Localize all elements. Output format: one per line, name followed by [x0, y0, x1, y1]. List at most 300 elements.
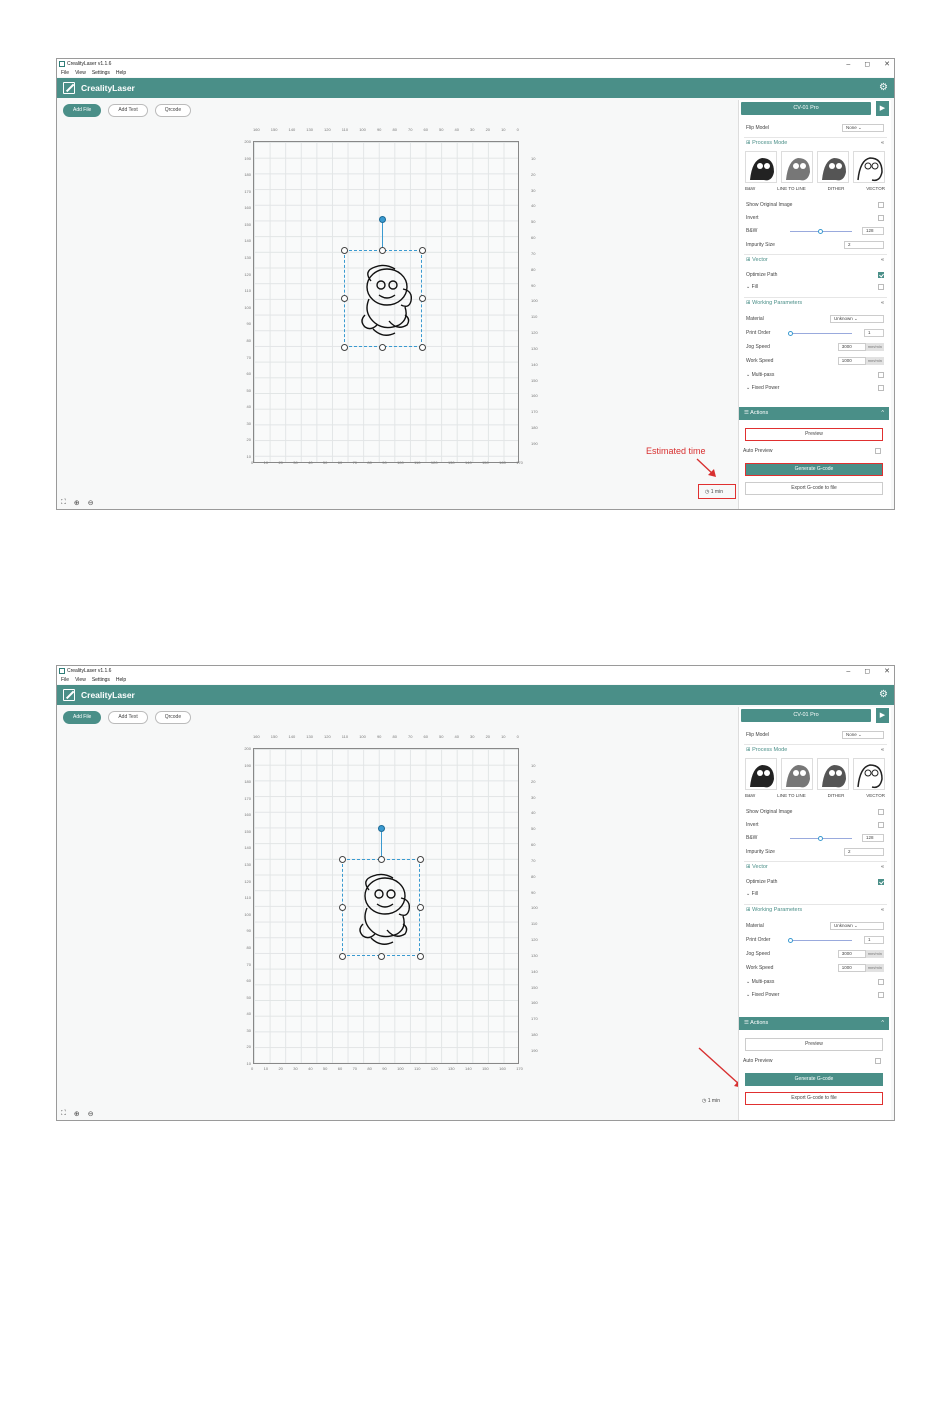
tick-label: 150 — [531, 377, 538, 383]
minimize-icon[interactable]: – — [846, 61, 851, 68]
tick-label: 10 — [246, 1060, 251, 1066]
chevron-down-icon[interactable]: ⌄ — [746, 385, 752, 391]
tick-label: 120 — [324, 734, 331, 739]
optimize-path-checkbox[interactable] — [878, 272, 884, 278]
toolbar — [63, 104, 191, 117]
export-gcode-button[interactable]: Export G-code to file — [745, 1092, 883, 1105]
vector-section[interactable]: ⊞ Vector « — [744, 254, 887, 265]
logo-icon — [63, 689, 75, 701]
tick-label: 50 — [246, 387, 251, 393]
resize-handle[interactable] — [419, 344, 426, 351]
app-header — [57, 78, 894, 98]
qrcode-button[interactable]: Qrcode — [155, 711, 191, 724]
tick-label: 40 — [531, 203, 536, 209]
tick-label: 80 — [367, 1066, 372, 1071]
tick-label: 90 — [531, 282, 536, 288]
preview-button[interactable]: Preview — [745, 428, 883, 441]
multi-pass-row — [746, 370, 884, 380]
menu-help[interactable]: Help — [115, 677, 127, 683]
tick-label: 110 — [244, 288, 251, 294]
estimated-time: ◷ 1 min — [702, 1098, 720, 1104]
process-mode-section[interactable]: ⊞ Process Mode « — [744, 744, 887, 755]
ruler-left — [237, 139, 251, 459]
work-speed-label: Work Speed — [746, 358, 774, 364]
tick-label: 180 — [531, 1032, 538, 1038]
process-mode-section[interactable]: ⊞ Process Mode « — [744, 137, 887, 148]
estimated-time-annotation: Estimated time — [646, 446, 706, 456]
rotation-stem — [381, 832, 382, 859]
tick-label: 160 — [253, 734, 260, 739]
mode-dither-thumb[interactable] — [817, 758, 849, 790]
collapse-icon[interactable]: « — [880, 257, 884, 263]
resize-handle[interactable] — [419, 247, 426, 254]
material-select[interactable]: Unknown ⌄ — [830, 922, 884, 930]
flip-model-select[interactable]: None ⌄ — [842, 124, 884, 132]
mode-label[interactable]: VECTOR — [866, 793, 885, 798]
tick-label: 40 — [308, 1066, 313, 1071]
tick-label: 80 — [392, 127, 397, 132]
tick-label: 140 — [244, 845, 251, 851]
mode-line-thumb[interactable] — [781, 758, 813, 790]
fixed-power-row — [746, 990, 884, 1000]
tick-label: 180 — [531, 425, 538, 431]
section-title: Working Parameters — [752, 907, 803, 913]
impurity-label: Impurity Size — [746, 242, 775, 248]
chevron-down-icon[interactable]: ⌄ — [746, 992, 752, 998]
tick-label: 90 — [531, 889, 536, 895]
screenshot-export-gcode — [56, 665, 895, 1121]
jog-speed-label: Jog Speed — [746, 344, 770, 350]
resize-handle[interactable] — [339, 904, 346, 911]
tick-label: 190 — [531, 1047, 538, 1053]
impurity-input[interactable]: 2 — [844, 848, 884, 856]
flip-model-label: Flip Model — [746, 732, 770, 738]
tick-label: 100 — [531, 298, 538, 304]
tick-label: 0 — [516, 734, 519, 739]
jog-speed-row — [746, 342, 884, 352]
fixed-power-label: Fixed Power — [751, 992, 780, 998]
tick-label: 140 — [244, 238, 251, 244]
estimated-time-highlight — [698, 484, 736, 499]
add-file-button[interactable]: Add File — [63, 711, 101, 724]
work-speed-label: Work Speed — [746, 965, 774, 971]
tick-label: 60 — [246, 978, 251, 984]
monkey-image — [347, 868, 417, 950]
mode-label[interactable]: B&W — [745, 793, 756, 798]
invert-checkbox[interactable] — [878, 215, 884, 221]
jog-speed-input[interactable]: 3000 — [838, 343, 866, 351]
tick-label: 200 — [244, 139, 251, 144]
show-original-row — [746, 807, 884, 817]
mode-bw-thumb[interactable] — [745, 758, 777, 790]
tick-label: 10 — [263, 460, 269, 465]
work-speed-row — [746, 963, 884, 973]
preview-button[interactable]: Preview — [745, 1038, 883, 1051]
tick-label: 80 — [246, 944, 251, 950]
play-icon[interactable]: ▶ — [876, 101, 889, 116]
collapse-icon[interactable]: ^ — [881, 410, 884, 416]
minimize-icon[interactable]: – — [846, 668, 851, 675]
tick-label: 30 — [293, 1066, 298, 1071]
fixed-power-row — [746, 383, 884, 393]
bw-label: B&W — [746, 835, 758, 841]
settings-panel — [738, 707, 891, 1121]
collapse-icon[interactable]: « — [880, 864, 884, 870]
tick-label: 120 — [531, 937, 538, 943]
material-row — [746, 314, 884, 324]
resize-handle[interactable] — [417, 856, 424, 863]
resize-handle[interactable] — [417, 953, 424, 960]
unit-label: mm/min — [867, 950, 882, 956]
fill-row — [746, 889, 884, 899]
tick-label: 120 — [430, 460, 438, 465]
bw-slider-knob[interactable] — [818, 836, 823, 841]
tick-label: 90 — [382, 460, 387, 465]
show-original-checkbox[interactable] — [878, 809, 884, 815]
flip-model-value: None — [846, 124, 857, 130]
fixed-power-checkbox[interactable] — [878, 385, 884, 391]
tick-label: 170 — [531, 1016, 538, 1022]
tick-label: 180 — [244, 779, 251, 785]
mode-label[interactable]: DITHER — [827, 186, 845, 191]
menu-view[interactable]: View — [75, 677, 86, 683]
tick-label: 130 — [447, 1066, 455, 1071]
tick-label: 60 — [423, 127, 428, 132]
zoom-in-icon[interactable]: ⊕ — [73, 1111, 80, 1118]
tick-label: 80 — [246, 337, 251, 343]
menu-file[interactable]: File — [61, 70, 70, 76]
tick-label: 50 — [322, 460, 328, 465]
tick-label: 100 — [397, 460, 404, 465]
ruler-bottom — [251, 460, 523, 465]
tick-label: 160 — [244, 812, 251, 818]
menu-file[interactable]: File — [61, 677, 70, 683]
impurity-input[interactable]: 2 — [844, 241, 884, 249]
tick-label: 20 — [246, 1044, 251, 1050]
working-params-section[interactable]: ⊞ Working Parameters « — [744, 297, 887, 308]
working-params-section[interactable]: ⊞ Working Parameters « — [744, 904, 887, 915]
settings-panel — [738, 100, 891, 510]
tick-label: 80 — [531, 873, 536, 879]
menu-settings[interactable]: Settings — [91, 677, 110, 683]
vector-section[interactable]: ⊞ Vector « — [744, 861, 887, 872]
menu-settings[interactable]: Settings — [91, 70, 110, 76]
tick-label: 30 — [246, 1027, 251, 1033]
generate-gcode-button[interactable]: Generate G-code — [745, 463, 883, 476]
selected-image[interactable] — [342, 859, 420, 956]
close-icon[interactable]: ✕ — [884, 61, 890, 68]
tick-label: 150 — [482, 1066, 489, 1071]
tick-label: 110 — [341, 127, 349, 132]
resize-handle[interactable] — [378, 856, 385, 863]
add-file-button[interactable]: Add File — [63, 104, 101, 117]
tick-label: 50 — [246, 994, 251, 1000]
print-order-label: Print Order — [746, 330, 771, 336]
chevron-down-icon[interactable]: ⌄ — [746, 284, 752, 290]
tick-label: 30 — [470, 127, 475, 132]
close-icon[interactable]: ✕ — [884, 668, 890, 675]
fill-row — [746, 282, 884, 292]
print-order-knob[interactable] — [788, 938, 793, 943]
rotate-handle[interactable] — [379, 216, 386, 223]
tick-label: 160 — [499, 1066, 506, 1071]
chevron-down-icon[interactable]: ⌄ — [746, 979, 752, 985]
section-title: Vector — [752, 864, 768, 870]
work-speed-input[interactable]: 1000 — [838, 964, 866, 972]
material-value: Unknown — [834, 922, 853, 928]
mode-label[interactable]: LINE TO LINE — [777, 186, 806, 191]
print-order-row — [746, 328, 884, 338]
jog-speed-input[interactable]: 3000 — [838, 950, 866, 958]
tick-label: 100 — [359, 127, 366, 132]
show-original-checkbox[interactable] — [878, 202, 884, 208]
tick-label: 50 — [531, 826, 536, 832]
tick-label: 100 — [531, 905, 538, 911]
multi-pass-label: Multi-pass — [751, 979, 775, 985]
tick-label: 150 — [531, 984, 538, 990]
export-gcode-button[interactable]: Export G-code to file — [745, 482, 883, 495]
qrcode-button[interactable]: Qrcode — [155, 104, 191, 117]
tick-label: 80 — [531, 266, 536, 272]
tick-label: 170 — [531, 409, 538, 415]
tick-label: 140 — [531, 968, 538, 974]
tick-label: 190 — [531, 440, 538, 446]
menu-help[interactable]: Help — [115, 70, 127, 76]
jog-speed-row — [746, 949, 884, 959]
fit-view-icon[interactable]: ⛶ — [61, 1110, 66, 1117]
tick-label: 20 — [485, 127, 491, 132]
resize-handle[interactable] — [339, 856, 346, 863]
play-icon[interactable]: ▶ — [876, 708, 889, 723]
invert-label: Invert — [746, 215, 759, 221]
invert-checkbox[interactable] — [878, 822, 884, 828]
menu-bar — [57, 676, 894, 684]
unit-label: mm/min — [867, 357, 882, 363]
print-order-input[interactable]: 1 — [864, 329, 884, 337]
tick-label: 100 — [397, 1066, 404, 1071]
estimated-time-value: 1 min — [707, 1098, 720, 1104]
mode-vector-thumb[interactable] — [853, 151, 885, 183]
mode-label[interactable]: LINE TO LINE — [777, 793, 806, 798]
tick-label: 160 — [531, 1000, 538, 1006]
fit-view-icon[interactable]: ⛶ — [61, 499, 66, 506]
multi-pass-checkbox[interactable] — [878, 979, 884, 985]
mode-labels — [745, 186, 885, 191]
fixed-power-checkbox[interactable] — [878, 992, 884, 998]
tick-label: 50 — [531, 219, 536, 225]
add-text-button[interactable]: Add Text — [108, 711, 147, 724]
mode-thumbnails — [745, 151, 885, 183]
mode-label[interactable]: DITHER — [827, 793, 845, 798]
tick-label: 70 — [531, 250, 536, 256]
multi-pass-row — [746, 977, 884, 987]
bw-slider-knob[interactable] — [818, 229, 823, 234]
mode-vector-thumb[interactable] — [853, 758, 885, 790]
device-selector[interactable]: CV-01 Pro — [741, 102, 871, 115]
tick-label: 10 — [531, 763, 536, 768]
resize-handle[interactable] — [341, 344, 348, 351]
tick-label: 10 — [246, 453, 251, 459]
bw-value-input[interactable]: 128 — [862, 227, 884, 235]
tick-label: 70 — [531, 857, 536, 863]
rotation-stem — [382, 223, 383, 250]
work-speed-input[interactable]: 1000 — [838, 357, 866, 365]
tick-label: 0 — [516, 127, 519, 132]
optimize-path-row — [746, 270, 884, 280]
resize-handle[interactable] — [341, 247, 348, 254]
print-order-knob[interactable] — [788, 331, 793, 336]
menu-view[interactable]: View — [75, 70, 86, 76]
ruler-left — [237, 746, 251, 1066]
tick-label: 20 — [278, 1066, 283, 1071]
mode-label[interactable]: B&W — [745, 186, 756, 191]
print-order-input[interactable]: 1 — [864, 936, 884, 944]
tick-label: 40 — [531, 810, 536, 816]
section-title: Process Mode — [752, 747, 788, 753]
add-text-button[interactable]: Add Text — [108, 104, 147, 117]
collapse-icon[interactable]: ^ — [881, 1020, 884, 1026]
app-icon — [59, 61, 65, 67]
mode-bw-thumb[interactable] — [745, 151, 777, 183]
mode-dither-thumb[interactable] — [817, 151, 849, 183]
resize-handle[interactable] — [378, 953, 385, 960]
tick-label: 130 — [306, 127, 313, 132]
resize-handle[interactable] — [339, 953, 346, 960]
tick-label: 170 — [516, 460, 523, 465]
actions-header[interactable]: ☰ Actions ^ — [739, 407, 889, 420]
tick-label: 40 — [454, 734, 459, 739]
collapse-icon[interactable]: « — [880, 300, 884, 306]
device-selector[interactable]: CV-01 Pro — [741, 709, 871, 722]
tick-label: 130 — [531, 345, 538, 351]
zoom-controls — [61, 499, 94, 507]
tick-label: 70 — [246, 961, 251, 967]
actions-header[interactable]: ☰ Actions ^ — [739, 1017, 889, 1030]
resize-handle[interactable] — [379, 247, 386, 254]
optimize-path-checkbox[interactable] — [878, 879, 884, 885]
resize-handle[interactable] — [419, 295, 426, 302]
mode-line-thumb[interactable] — [781, 151, 813, 183]
maximize-icon[interactable]: ◻ — [864, 61, 871, 68]
resize-handle[interactable] — [341, 295, 348, 302]
print-order-row — [746, 935, 884, 945]
zoom-out-icon[interactable]: ⊖ — [87, 1111, 94, 1118]
tick-label: 150 — [244, 828, 251, 834]
tick-label: 150 — [482, 460, 489, 465]
tick-label: 20 — [278, 460, 283, 465]
section-title: Vector — [752, 257, 768, 263]
actions-title: Actions — [750, 1020, 769, 1026]
tick-label: 140 — [465, 1066, 472, 1071]
section-title: Working Parameters — [752, 300, 803, 306]
gear-icon[interactable]: ⚙ — [879, 82, 888, 93]
monkey-image — [349, 259, 419, 341]
mode-labels — [745, 793, 885, 798]
tick-label: 10 — [531, 156, 536, 161]
flip-model-select[interactable]: None ⌄ — [842, 731, 884, 739]
material-row — [746, 921, 884, 931]
auto-preview-checkbox[interactable] — [875, 448, 881, 454]
tick-label: 70 — [352, 1066, 358, 1071]
tick-label: 90 — [246, 928, 251, 934]
generate-gcode-button[interactable]: Generate G-code — [745, 1073, 883, 1086]
tick-label: 130 — [447, 460, 455, 465]
tick-label: 80 — [392, 734, 397, 739]
auto-preview-checkbox[interactable] — [875, 1058, 881, 1064]
fill-checkbox[interactable] — [878, 284, 884, 290]
tick-label: 120 — [430, 1066, 438, 1071]
chevron-down-icon[interactable]: ⌄ — [746, 891, 752, 897]
multi-pass-checkbox[interactable] — [878, 372, 884, 378]
arrow-icon — [695, 457, 719, 479]
gear-icon[interactable]: ⚙ — [879, 689, 888, 700]
tick-label: 110 — [341, 734, 349, 739]
zoom-out-icon[interactable]: ⊖ — [87, 500, 94, 507]
tick-label: 170 — [244, 188, 251, 194]
tick-label: 170 — [244, 795, 251, 801]
tick-label: 160 — [499, 460, 506, 465]
screenshot-estimated-time — [56, 58, 895, 510]
tick-label: 60 — [423, 734, 428, 739]
auto-preview-row — [743, 446, 881, 456]
tick-label: 40 — [454, 127, 459, 132]
maximize-icon[interactable]: ◻ — [864, 668, 871, 675]
logo-icon — [63, 82, 75, 94]
bw-value-input[interactable]: 128 — [862, 834, 884, 842]
print-order-slider[interactable] — [790, 940, 852, 941]
tick-label: 60 — [337, 460, 343, 465]
tick-label: 30 — [246, 420, 251, 426]
collapse-icon[interactable]: « — [880, 747, 884, 753]
tick-label: 30 — [531, 794, 536, 800]
collapse-icon[interactable]: « — [880, 907, 884, 913]
actions-title: Actions — [750, 410, 769, 416]
flip-model-row — [746, 123, 884, 133]
tick-label: 140 — [288, 734, 296, 739]
resize-handle[interactable] — [379, 344, 386, 351]
auto-preview-row — [743, 1056, 881, 1066]
tick-label: 60 — [531, 842, 536, 848]
ruler-right — [531, 763, 538, 1053]
tick-label: 60 — [246, 371, 251, 377]
fill-label: Fill — [751, 284, 758, 290]
tick-label: 0 — [251, 1066, 254, 1071]
tick-label: 70 — [407, 734, 413, 739]
tick-label: 20 — [485, 734, 491, 739]
ruler-top — [253, 734, 519, 739]
tick-label: 30 — [470, 734, 475, 739]
mode-label[interactable]: VECTOR — [866, 186, 885, 191]
print-order-slider[interactable] — [790, 333, 852, 334]
tick-label: 130 — [306, 734, 313, 739]
material-select[interactable]: Unknown ⌄ — [830, 315, 884, 323]
tick-label: 30 — [293, 460, 298, 465]
tick-label: 110 — [531, 314, 538, 320]
bw-label: B&W — [746, 228, 758, 234]
tick-label: 160 — [253, 127, 260, 132]
rotate-handle[interactable] — [378, 825, 385, 832]
resize-handle[interactable] — [417, 904, 424, 911]
collapse-icon[interactable]: « — [880, 140, 884, 146]
chevron-down-icon[interactable]: ⌄ — [746, 372, 752, 378]
zoom-in-icon[interactable]: ⊕ — [73, 500, 80, 507]
tick-label: 10 — [501, 734, 506, 739]
tick-label: 70 — [246, 354, 251, 360]
tick-label: 110 — [414, 460, 421, 465]
selected-image[interactable] — [344, 250, 422, 347]
tick-label: 160 — [244, 205, 251, 211]
brand-name: CrealityLaser — [81, 690, 135, 700]
